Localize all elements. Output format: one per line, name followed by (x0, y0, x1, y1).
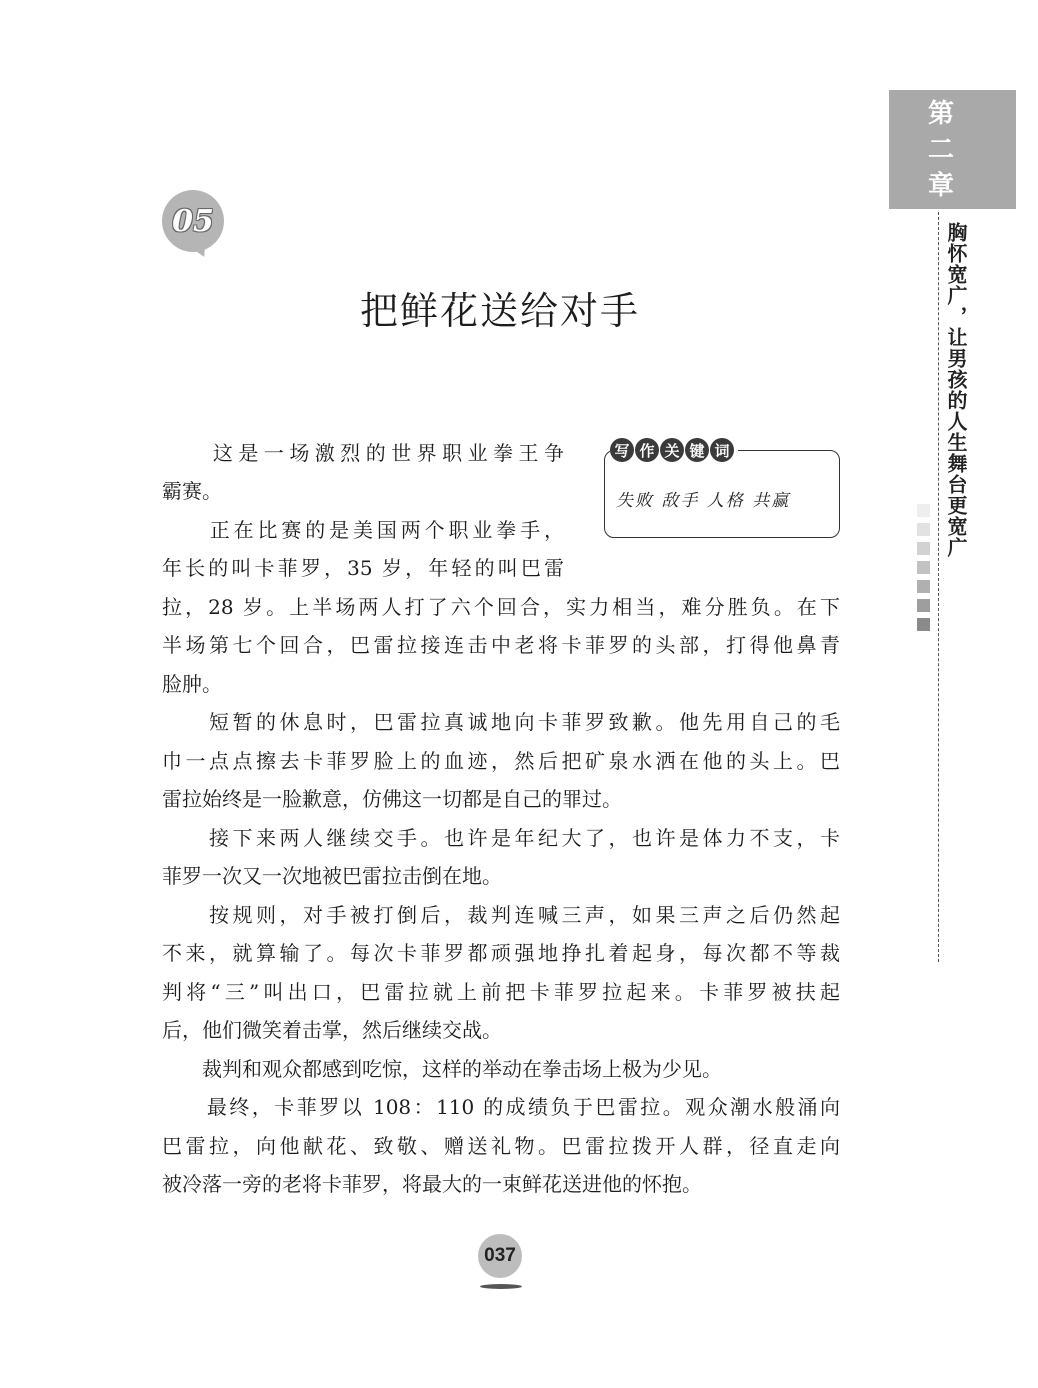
chapter-char: 第 (927, 99, 954, 129)
body-line: 这是一场激烈的世界职业拳王争 (162, 441, 564, 465)
decor-square (917, 618, 930, 631)
chapter-tab (889, 90, 1016, 209)
body-line: 巾一点点擦去卡菲罗脸上的血迹，然后把矿泉水洒在他的头上。巴 (162, 749, 840, 773)
body-line: 霸赛。 (162, 479, 222, 503)
body-line: 菲罗一次又一次地被巴雷拉击倒在地。 (162, 864, 502, 888)
article-title: 把鲜花送给对手 (359, 289, 640, 333)
decor-square (917, 504, 930, 517)
body-line: 拉，28 岁。上半场两人打了六个回合，实力相当，难分胜负。在下 (162, 595, 840, 619)
body-line: 半场第七个回合，巴雷拉接连击中老将卡菲罗的头部，打得他鼻青 (162, 633, 840, 657)
body-line: 后，他们微笑着击掌，然后继续交战。 (162, 1018, 502, 1042)
decor-square (917, 599, 930, 612)
body-line: 按规则，对手被打倒后，裁判连喊三声，如果三声之后仍然起 (162, 903, 840, 927)
body-line: 不来，就算输了。每次卡菲罗都顽强地挣扎着起身，每次都不等裁 (162, 941, 840, 965)
chapter-char: 二 (927, 135, 954, 165)
body-line: 被冷落一旁的老将卡菲罗，将最大的一束鲜花送进他的怀抱。 (162, 1172, 702, 1196)
body-line: 接下来两人继续交手。也许是年纪大了，也许是体力不支，卡 (162, 826, 840, 850)
article-number: 05 (172, 203, 214, 239)
keyword-label-char: 键 (685, 438, 709, 462)
body-line: 判将“三”叫出口，巴雷拉就上前把卡菲罗拉起来。卡菲罗被扶起 (162, 980, 840, 1004)
body-line: 巴雷拉，向他献花、致敬、赠送礼物。巴雷拉拨开人群，径直走向 (162, 1134, 840, 1158)
keywords-label (610, 438, 738, 462)
chapter-label (889, 96, 993, 204)
keyword-label-char: 词 (710, 438, 734, 462)
article-number-badge (162, 190, 224, 252)
keyword-label-char: 写 (610, 438, 634, 462)
keyword-label-char: 作 (635, 438, 659, 462)
body-line: 正在比赛的是美国两个职业拳手， (162, 518, 564, 542)
decor-square (917, 542, 930, 555)
decor-square (917, 580, 930, 593)
chapter-side-title: 胸怀宽广，让男孩的人生舞台更宽广 (944, 222, 968, 558)
body-line: 脸肿。 (162, 672, 222, 696)
decor-square (917, 523, 930, 536)
body-line: 最终，卡菲罗以 108：110 的成绩负于巴雷拉。观众潮水般涌向 (162, 1095, 840, 1119)
body-line: 裁判和观众都感到吃惊，这样的举动在拳击场上极为少见。 (162, 1057, 722, 1081)
page-number-shadow (480, 1284, 522, 1289)
body-line: 短暂的休息时，巴雷拉真诚地向卡菲罗致歉。他先用自己的毛 (162, 710, 840, 734)
body-line: 年长的叫卡菲罗，35 岁，年轻的叫巴雷 (162, 556, 564, 580)
page-number: 037 (478, 1234, 522, 1278)
decor-square (917, 561, 930, 574)
decorative-squares (917, 504, 930, 637)
body-line: 雷拉始终是一脸歉意，仿佛这一切都是自己的罪过。 (162, 787, 622, 811)
keywords-text: 失败 敌手 人格 共赢 (616, 491, 791, 511)
chapter-char: 章 (927, 171, 954, 201)
keyword-label-char: 关 (660, 438, 684, 462)
